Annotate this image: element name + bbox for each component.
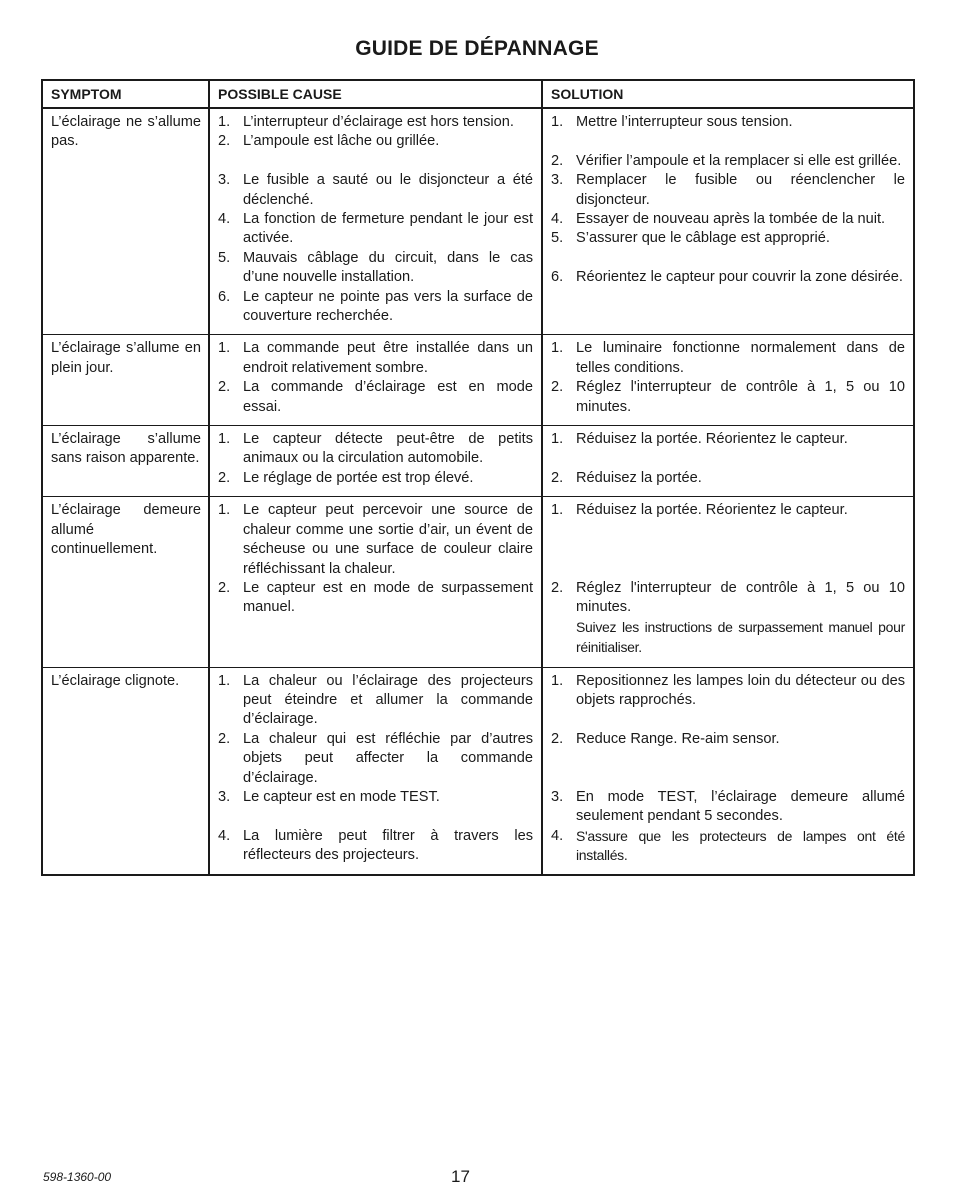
solution-cell [542, 108, 914, 335]
list-item: 2. La commande d’éclairage est en mode essai. [218, 379, 533, 415]
troubleshooting-table [41, 79, 915, 876]
list-item: 1. Le luminaire fonctionne normalement dans de telles conditions. [551, 340, 905, 376]
list-item: 1. L’interrupteur d’éclairage est hors tension. [218, 114, 514, 130]
solution-cell [542, 426, 914, 497]
list-item: 2. Vérifier l’ampoule et la remplacer si elle est grillée. [551, 152, 902, 169]
table-row [42, 667, 914, 875]
solution-cell [542, 497, 914, 667]
cause-cell [209, 426, 542, 497]
list-item: 1. La commande peut être installée dans un endroit relativement sombre. [218, 340, 533, 376]
list-item: 3. Le fusible a sauté ou le disjoncteur a été déclenché. [218, 172, 533, 208]
symptom-cell: L’éclairage s’allume en plein jour. [42, 335, 209, 426]
page-number: 17 [451, 1167, 470, 1186]
cause-cell [209, 667, 542, 875]
table-row [42, 497, 914, 667]
list-item: 5. Mauvais câblage du circuit, dans le cas d’une nouvelle installation. [218, 249, 533, 286]
cause-cell [209, 497, 542, 667]
list-item: 1. Réduisez la portée. Réorientez le capteur. [551, 502, 848, 519]
list-item: 2. Réglez l'interrupteur de contrôle à 1, 5 ou 10 minutes. [551, 379, 905, 415]
list-item: 4. La lumière peut filtrer à travers les réflecteurs des projecteurs. [218, 827, 533, 864]
list-item: 1. Le capteur détecte peut-être de petits animaux ou la circulation automobile. [218, 431, 533, 467]
column-header-solution: SOLUTION [542, 80, 914, 108]
list-item: 6. Réorientez le capteur pour couvrir la zone désirée. [551, 269, 903, 286]
list-item: 1. Mettre l’interrupteur sous tension. [551, 114, 793, 130]
cause-cell [209, 335, 542, 426]
list-item: 1. Repositionnez les lampes loin du détecteur ou des objets rapprochés. [551, 672, 905, 708]
list-item: 4. S'assure que les protecteurs de lampes ont été installés. [551, 827, 905, 864]
column-header-cause: POSSIBLE CAUSE [209, 80, 542, 108]
list-item: 2. Réduisez la portée. [551, 469, 702, 486]
table-header-row [42, 80, 914, 108]
list-item: 2. La chaleur qui est réfléchie par d’autres objets peut affecter la commande d’éclairage. [218, 730, 533, 786]
list-item: 1. Réduisez la portée. Réorientez le capteur. [551, 431, 848, 448]
list-item: 4. La fonction de fermeture pendant le jour est activée. [218, 211, 533, 247]
list-item: 1. La chaleur ou l’éclairage des projecteurs peut éteindre et allumer la commande d’éclairage. [218, 672, 533, 728]
list-item: 2. Reduce Range. Re-aim sensor. [551, 730, 780, 747]
symptom-cell: L’éclairage demeure allumé continuellement. [42, 497, 209, 667]
table-row [42, 426, 914, 497]
symptom-cell: L’éclairage ne s’allume pas. [42, 108, 209, 335]
page-title: GUIDE DE DÉPANNAGE [355, 37, 599, 60]
list-item: 2. Réglez l'interrupteur de contrôle à 1, 5 ou 10 minutes. Suivez les instructions de surpassement manuel pour réinitialiser. [551, 579, 905, 656]
column-header-symptom: SYMPTOM [42, 80, 209, 108]
list-item: 2. Le réglage de portée est trop élevé. [218, 469, 474, 486]
symptom-cell: L’éclairage s’allume sans raison apparente. [42, 426, 209, 497]
symptom-cell: L’éclairage clignote. [42, 667, 209, 875]
solution-cell [542, 667, 914, 875]
list-item: 2. Le capteur est en mode de surpassement manuel. [218, 579, 533, 616]
document-number: 598-1360-00 [43, 1170, 112, 1184]
cause-cell [209, 108, 542, 335]
solution-cell [542, 335, 914, 426]
list-item: 4. Essayer de nouveau après la tombée de la nuit. [551, 211, 886, 228]
list-item: 3. En mode TEST, l’éclairage demeure allumé seulement pendant 5 secondes. [551, 788, 905, 825]
table-row [42, 108, 914, 335]
list-item: 2. L’ampoule est lâche ou grillée. [218, 133, 440, 150]
list-item: 3. Remplacer le fusible ou réenclencher le disjoncteur. [551, 172, 905, 208]
list-item: 6. Le capteur ne pointe pas vers la surface de couverture recherchée. [218, 288, 533, 325]
list-item: 3. Le capteur est en mode TEST. [218, 788, 440, 805]
list-item: 5. S’assurer que le câblage est approprié. [551, 230, 830, 247]
table-row [42, 335, 914, 426]
list-item: 1. Le capteur peut percevoir une source de chaleur comme une sortie d’air, un évent de sécheuse ou une surface de couleur claire réfléchissant la chaleur. [218, 502, 533, 577]
